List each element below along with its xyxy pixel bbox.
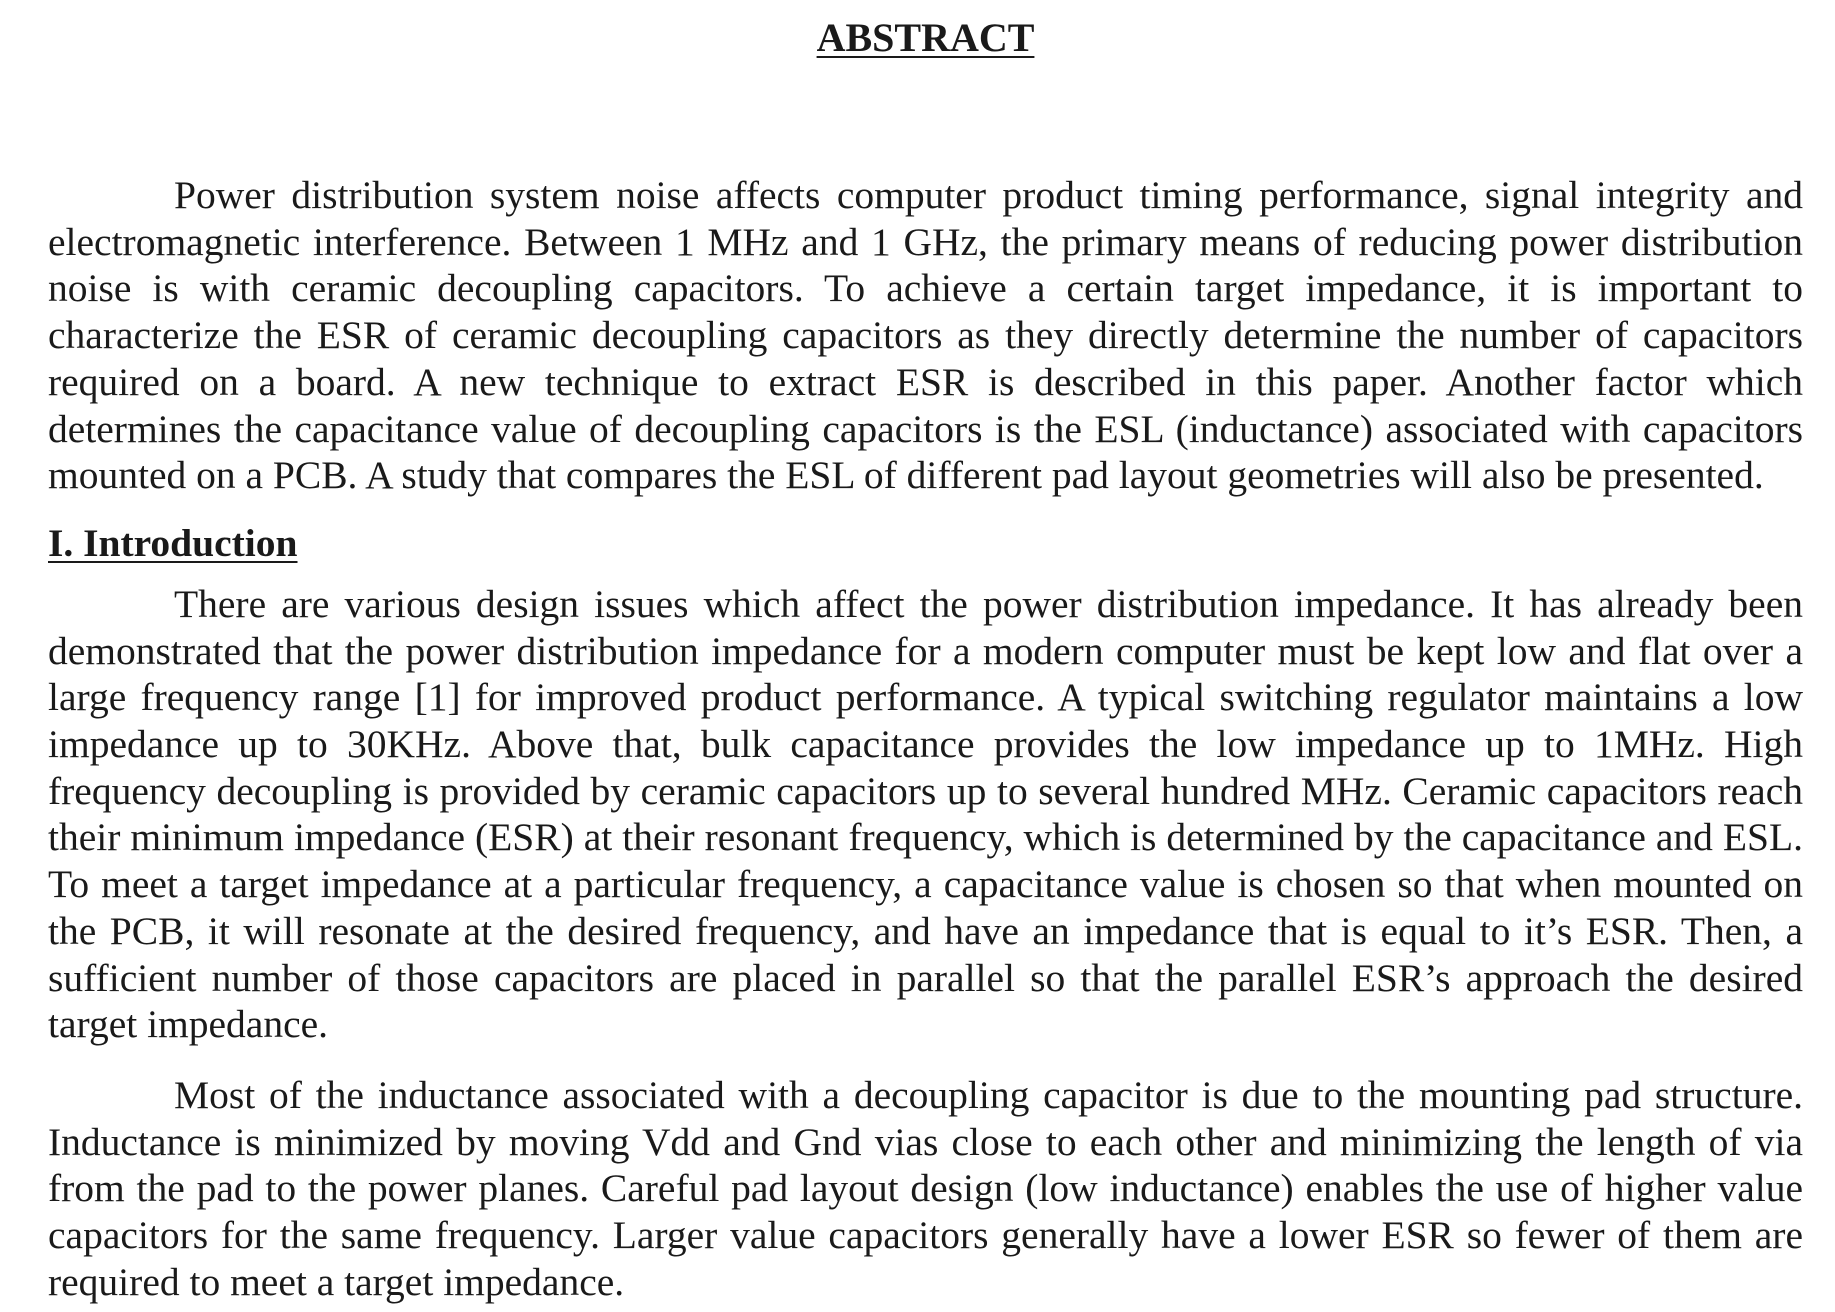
- abstract-paragraph: Power distribution system noise affects computer product timing performance, signal integrity and electromagnetic interference. Between 1 MHz and 1 GHz, the primary means of reducing power distribution noise is with ceramic decoupling capacitors. To achieve a certain target impedance, it is important to characterize the ESR of ceramic decoupling capacitors as they directly determine the number of capacitors required on a board. A new technique to extract ESR is described in this paper. Another factor which determines the capacitance value of decoupling capacitors is the ESL (inductance) associated with capacitors mounted on a PCB. A study that compares the ESL of different pad layout geometries will also be presented.: [48, 173, 1803, 498]
- introduction-heading: I. Introduction: [48, 520, 298, 565]
- introduction-paragraph-2: Most of the inductance associated with a decoupling capacitor is due to the mounting pad structure. Inductance is minimized by moving Vdd and Gnd vias close to each other and minimizing the length of via from the pad to the power planes. Careful pad layout design (low inductance) enables the use of higher value capacitors for the same frequency. Larger value capacitors generally have a lower ESR so fewer of them are required to meet a target impedance.: [48, 1072, 1803, 1304]
- introduction-paragraph-1: There are various design issues which affect the power distribution impedance. It has already been demonstrated that the power distribution impedance for a modern computer must be kept low and flat over a large frequency range [1] for improved product performance. A typical switching regulator maintains a low impedance up to 30KHz. Above that, bulk capacitance provides the low impedance up to 1MHz. High frequency decoupling is provided by ceramic capacitors up to several hundred MHz. Ceramic capacitors reach their minimum impedance (ESR) at their resonant frequency, which is determined by the capacitance and ESL. To meet a target impedance at a particular frequency, a capacitance value is chosen so that when mounted on the PCB, it will resonate at the desired frequency, and have an impedance that is equal to it’s ESR. Then, a sufficient number of those capacitors are placed in parallel so that the parallel ESR’s approach the desired target impedance.: [48, 581, 1803, 1047]
- document-page: [48, 0, 1803, 1312]
- abstract-title: ABSTRACT: [816, 15, 1035, 60]
